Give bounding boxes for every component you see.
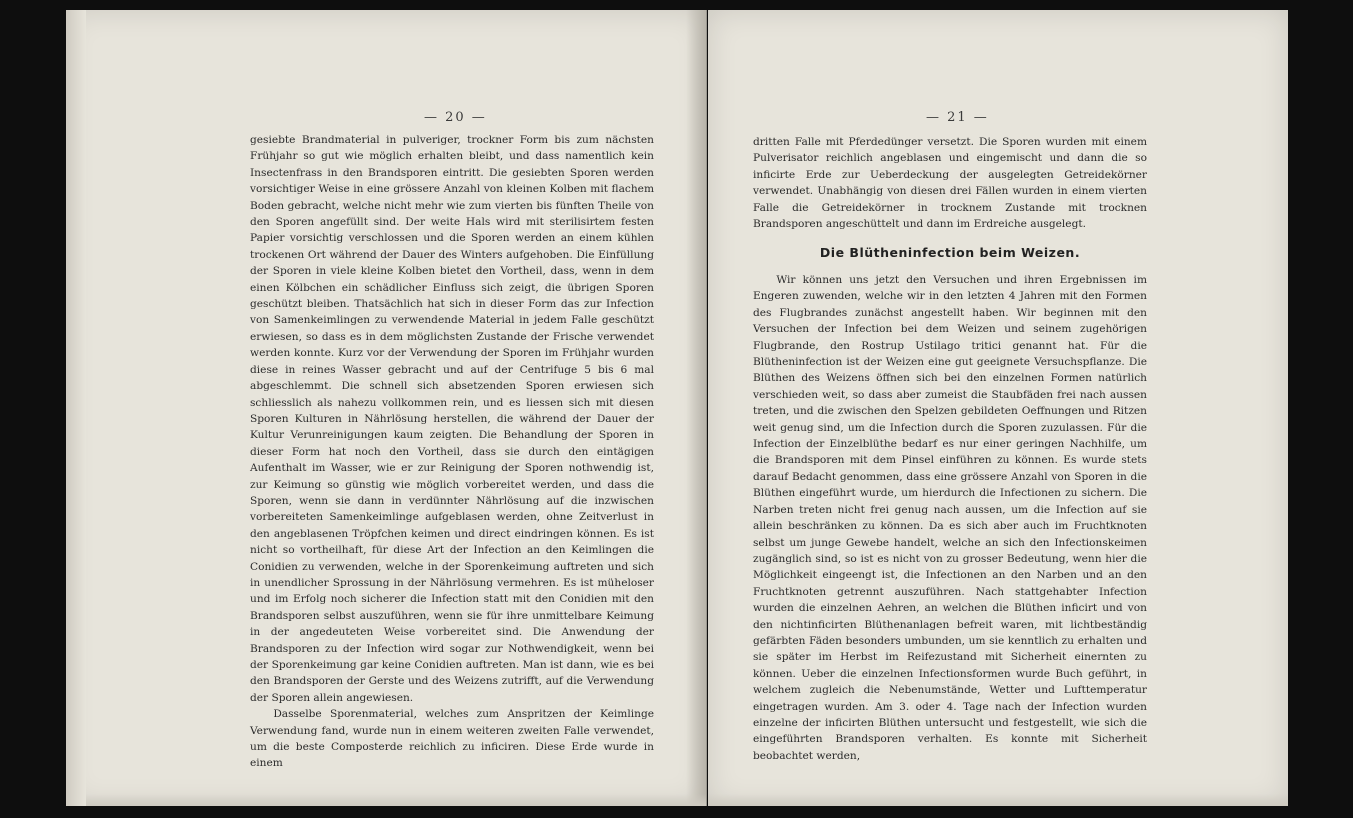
right-page-intro [753,134,1147,232]
page-number-right: — 21 — [926,110,989,125]
left-page-edge [66,10,86,806]
section-heading: Die Blütheninfection beim Weizen. [819,245,1081,260]
page-bottom-shadow-left [66,794,706,806]
page-number-left: — 20 — [424,110,487,125]
gutter-shadow [686,10,706,806]
left-paragraph-1: gesiebte Brandmaterial in pulveriger, trockner Form bis zum nächsten Frühjahr so gut wie möglich erhalten bleibt, und dass namentlich kein Insectenfrass in den Brandsporen eintritt. Die gesiebten Sporen werden vorsichtiger Weise in eine grössere Anzahl von kleinen Kolben mit flachem Boden gebracht, welche nicht mehr wie zum vierten bis fünften Theile von den Sporen angefüllt sind. Der weite Hals wird mit sterilisirtem festen Papier vorsichtig verschlossen und die Sporen werden an einem kühlen trockenen Ort während der Dauer des Winters aufgehoben. Die Einfüllung der Sporen in viele kleine Kolben bietet den Vortheil, dass, wenn in dem einen Kölbchen ein schädlicher Einfluss sich zeigt, die übrigen Sporen geschützt bleiben. Thatsächlich hat sich in dieser Form das zur Infection von Samenkeimlingen zu verwendende Material in jedem Falle geschützt erwiesen, so dass es in dem möglichsten Zustande der Frische verwendet werden konnte. Kurz vor der Verwendung der Sporen im Frühjahr wurden diese in reines Wasser gebracht und auf der Centrifuge 5 bis 6 mal abgeschlemmt. Die schnell sich absetzenden Sporen erwiesen sich schliesslich als nahezu vollkommen rein, und es liessen sich mit diesen Sporen Kulturen in Nährlösung herstellen, die während der Dauer der Kultur Verunreinigungen kaum zeigten. Die Behandlung der Sporen in dieser Form hat noch den Vortheil, dass sie durch den eintägigen Aufenthalt im Wasser, wie er zur Reinigung der Sporen nothwendig ist, zur Keimung so günstig wie möglich vorbereitet werden, und dass die Sporen, wenn sie dann in verdünnter Nährlösung auf die inzwischen vorbereiteten Samenkeimlinge aufgeblasen werden, ohne Zeitverlust in den angeblasenen Tröpfchen keimen und direct eindringen können. Es ist nicht so vortheilhaft, für diese Art der Infection an den Keimlingen die Conidien zu verwenden, welche in der Sporenkeimung auftreten und sich in unendlicher Sprossung in der Nährlösung vermehren. Es ist müheloser und im Erfolg noch sicherer die Infection statt mit den Conidien mit den Brandsporen selbst auszuführen, wenn sie für ihre unmittelbare Keimung in der angedeuteten Weise vorbereitet sind. Die Anwendung der Brandsporen zu der Infection wird sogar zur Nothwendigkeit, wenn bei der Sporenkeimung gar keine Conidien auftreten. Man ist dann, wie es bei den Brandsporen der Gerste und des Weizens zutrifft, auf die Verwendung der Sporen allein angewiesen. [250,134,654,704]
left-page-text [250,132,654,772]
right-intro-paragraph: dritten Falle mit Pferdedünger versetzt. Die Sporen wurden mit einem Pulverisator reichlich angeblasen und eingemischt und dann die so inficirte Erde zur Ueberdeckung der ausgelegten Getreidekörner verwendet. Unabhängig von diesen drei Fällen wurden in einem vierten Falle die Getreidekörner in trocknem Zustande mit trocknen Brandsporen angeschüttelt und dann im Erdreiche ausgelegt. [753,136,1147,231]
left-page [66,10,707,806]
right-page-body [753,272,1147,764]
page-bottom-shadow-right [708,794,1288,806]
right-page [708,10,1288,806]
right-body-paragraph: Wir können uns jetzt den Versuchen und ihren Ergebnissen im Engeren zuwenden, welche wir in den letzten 4 Jahren mit den Formen des Flugbrandes zunächst angestellt haben. Wir beginnen mit den Versuchen der Infection bei dem Weizen und seinem zugehörigen Flugbrande, den Rostrup Ustilago tritici genannt hat. Für die Blütheninfection ist der Weizen eine gut geeignete Versuchspflanze. Die Blüthen des Weizens öffnen sich bei den einzelnen Formen natürlich verschieden weit, so dass aber zumeist die Staubfäden frei nach aussen treten, und die zwischen den Spelzen gebildeten Oeffnungen und Ritzen weit genug sind, um die Infection durch die Sporen zuzulassen. Für die Infection der Einzelblüthe bedarf es nur einer geringen Nachhilfe, um die Brandsporen mit dem Pinsel einführen zu können. Es wurde stets darauf Bedacht genommen, dass eine grössere Anzahl von Sporen in die Blüthen eingeführt wurde, um hierdurch die Infectionen zu sichern. Die Narben treten nicht frei genug nach aussen, um die Infection auf sie allein beschränken zu können. Da es sich aber auch im Fruchtknoten selbst um junge Gewebe handelt, welche an sich den Infectionskeimen zugänglich sind, so ist es nicht von zu grosser Bedeutung, wenn hier die Möglichkeit eingeengt ist, die Infectionen an den Narben und an den Fruchtknoten getrennt auszuführen. Nach stattgehabter Infection wurden die einzelnen Aehren, an welchen die Blüthen inficirt und von den nichtinficirten Blüthenanlagen befreit waren, mit lichtbeständig gefärbten Fäden besonders umbunden, um sie kenntlich zu erhalten und sie später im Herbst im Reifezustand mit Sicherheit einernten zu können. Ueber die einzelnen Infectionsformen wurde Buch geführt, in welchem zugleich die Nebenumstände, Wetter und Lufttemperatur eingetragen wurden. Am 3. oder 4. Tage nach der Infection wurden einzelne der inficirten Blüthen untersucht und festgestellt, wie sich die eingeführten Brandsporen verhalten. Es konnte mit Sicherheit beobachtet werden, [753,274,1147,762]
left-paragraph-2: Dasselbe Sporenmaterial, welches zum Anspritzen der Keimlinge Verwendung fand, wurde nun in einem weiteren zweiten Falle verwendet, um die beste Composterde reichlich zu inficiren. Diese Erde wurde in einem [250,708,654,770]
